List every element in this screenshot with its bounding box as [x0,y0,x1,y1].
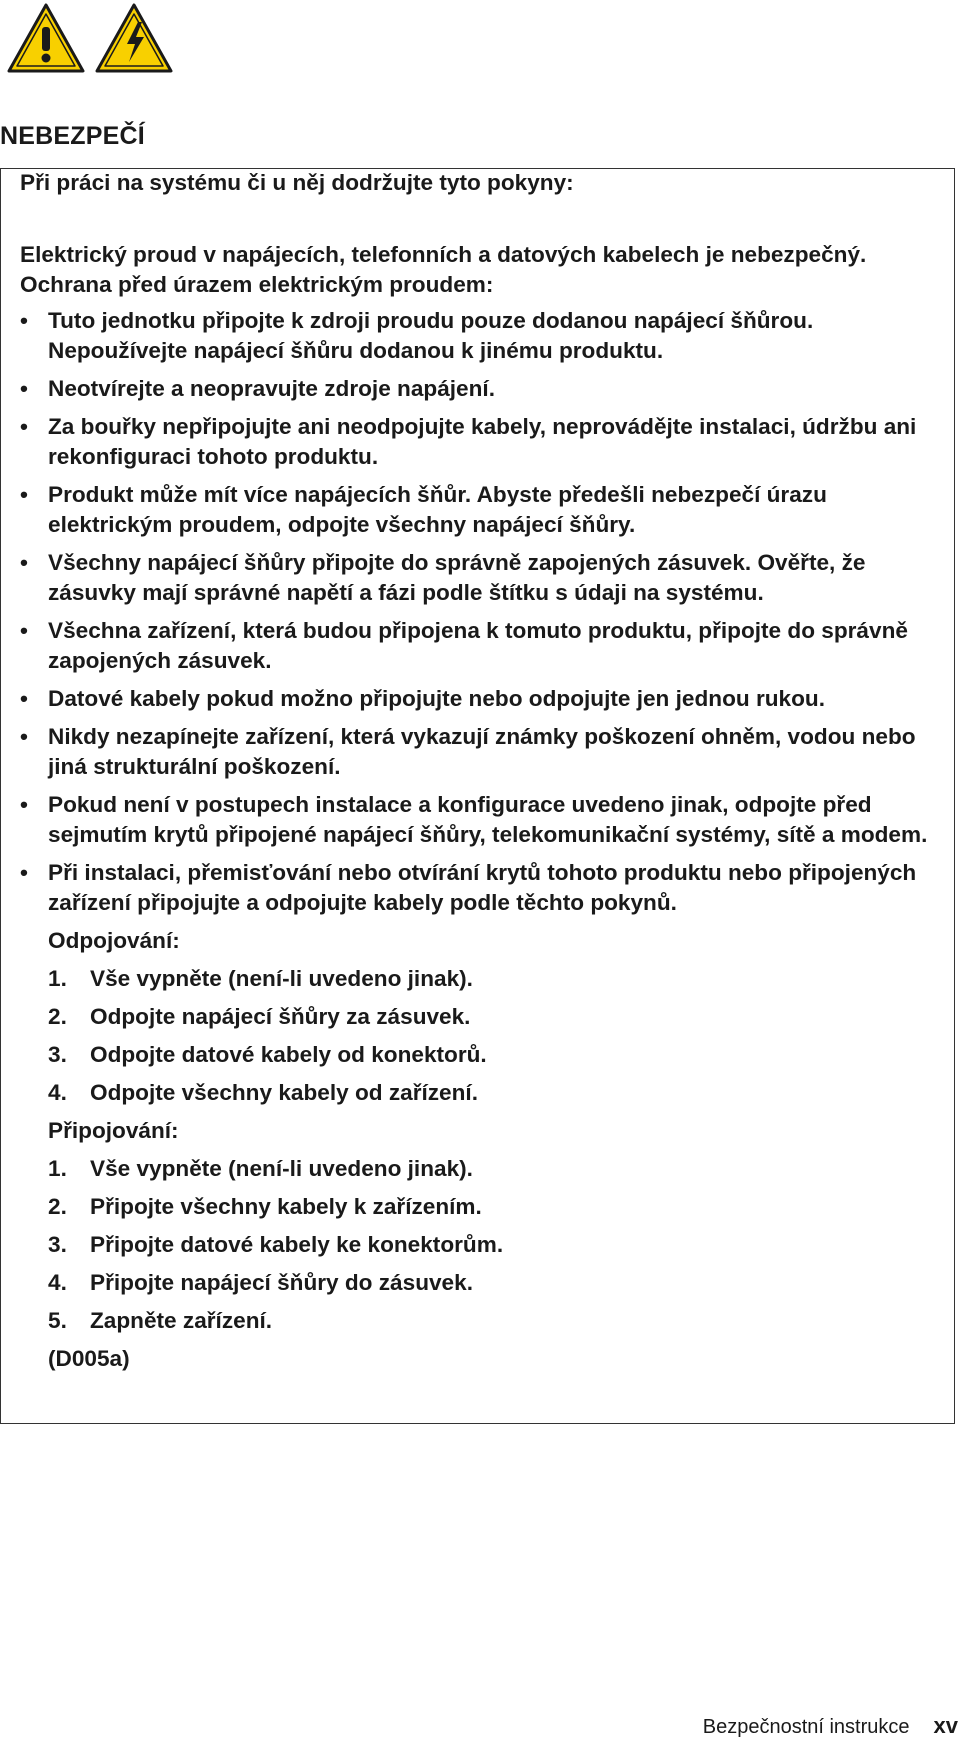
hazard-paragraph: Elektrický proud v napájecích, telefonních a datových kabelech je nebezpečný. Ochrana před úrazem elektrickým proudem: [20,242,867,297]
list-item: • Tuto jednotku připojte k zdroji proudu pouze dodanou napájecí šňůrou. Nepoužívejte napájecí šňůru dodanou k jinému produktu. [20,308,814,363]
list-item: • Pokud není v postupech instalace a konfigurace uvedeno jinak, odpojte před sejmutím krytů připojené napájecí šňůry, telekomunikační systémy, sítě a modem. [20,792,928,847]
list-item: • Všechny napájecí šňůry připojte do správně zapojených zásuvek. Ověřte, že zásuvky mají správné napětí a fázi podle štítku s údaji na systému. [20,550,866,605]
connect-steps [48,1154,940,1336]
list-item: • Za bouřky nepřipojujte ani neodpojujte kabely, neprovádějte instalaci, údržbu ani rekonfiguraci tohoto produktu. [20,414,917,469]
step-item: 1. Vše vypněte (není-li uvedeno jinak). [48,1156,473,1181]
footer-section-title: Bezpečnostní instrukce [702,1716,910,1738]
notice-code: (D005a) [48,1346,130,1371]
hazard-icons [6,2,174,74]
step-item: 1. Vše vypněte (není-li uvedeno jinak). [48,966,473,991]
disconnect-title: Odpojování: [48,928,180,953]
disconnect-steps [48,964,940,1108]
step-item: 2. Připojte všechny kabely k zařízením. [48,1194,482,1219]
warning-triangle-icon [6,2,86,74]
notice-content [20,168,940,1374]
list-item: • Neotvírejte a neopravujte zdroje napájení. [20,376,495,401]
high-voltage-icon [94,2,174,74]
danger-heading: NEBEZPEČÍ [0,122,145,150]
step-item: 2. Odpojte napájecí šňůry za zásuvek. [48,1004,471,1029]
page-number: xv [933,1713,958,1738]
page-footer [703,1713,958,1739]
list-item: • Datové kabely pokud možno připojujte nebo odpojujte jen jednou rukou. [20,686,826,711]
connect-title: Připojování: [48,1118,179,1143]
step-item: 3. Odpojte datové kabely od konektorů. [48,1042,487,1067]
list-item: • Všechna zařízení, která budou připojena k tomuto produktu, připojte do správně zapojených zásuvek. [20,618,908,673]
intro-text: Při práci na systému či u něj dodržujte tyto pokyny: [20,170,574,195]
list-item: • Při instalaci, přemisťování nebo otvírání krytů tohoto produktu nebo připojených zařízení připojujte a odpojujte kabely podle těchto pokynů. [20,860,917,915]
step-item: 4. Připojte napájecí šňůry do zásuvek. [48,1270,473,1295]
step-item: 4. Odpojte všechny kabely od zařízení. [48,1080,478,1105]
list-item: • Nikdy nezapínejte zařízení, která vykazují známky poškození ohněm, vodou nebo jiná strukturální poškození. [20,724,916,779]
safety-list [20,306,940,918]
step-item: 3. Připojte datové kabely ke konektorům. [48,1232,504,1257]
step-item: 5. Zapněte zařízení. [48,1308,273,1333]
list-item: • Produkt může mít více napájecích šňůr. Abyste předešli nebezpečí úrazu elektrickým proudem, odpojte všechny napájecí šňůry. [20,482,827,537]
